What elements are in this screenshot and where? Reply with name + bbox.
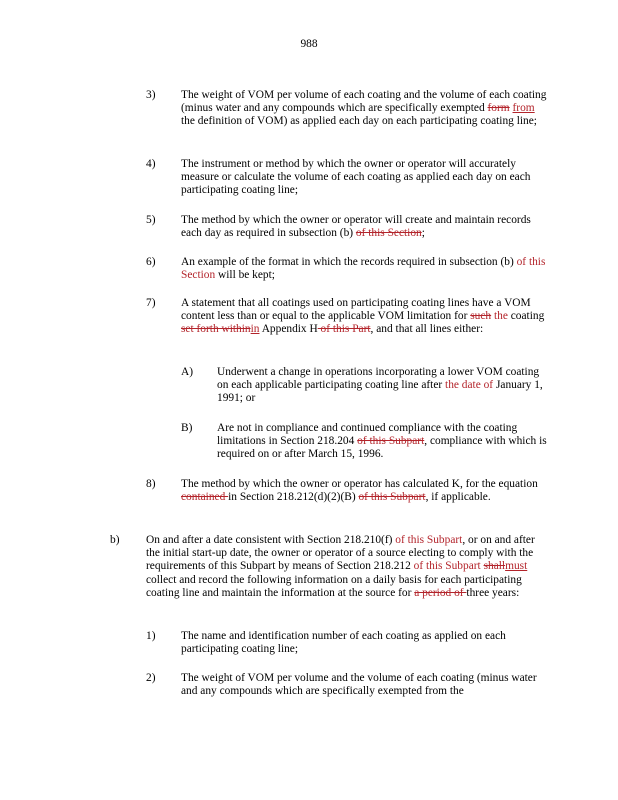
page-number: 988 <box>300 38 318 50</box>
item-label: 6) <box>146 256 156 268</box>
item-label: 4) <box>146 158 156 170</box>
inserted-text: the <box>493 310 508 323</box>
item-text: The method by which the owner or operator has calculated K, for the equation contained in Section 218.212(d)(2)(B) of this Subpart, if applicable. <box>181 478 538 504</box>
inserted-text: in <box>250 323 260 336</box>
item-text: The weight of VOM per volume and the volume of each coating (minus water and any compounds which are specifically exempted from the <box>181 672 537 698</box>
item-text: The instrument or method by which the owner or operator will accurately measure or calculate the volume of each coating as applied each day on each participating coating line; <box>181 158 531 197</box>
deleted-text: contained <box>181 491 229 504</box>
item-text: The method by which the owner or operator will create and maintain records each day as required in subsection (b) of this Section; <box>181 214 531 240</box>
deleted-text: of this Section <box>355 227 422 240</box>
deleted-text: form <box>487 102 510 115</box>
deleted-text: set forth within <box>181 323 251 336</box>
item-label: b) <box>110 534 120 546</box>
inserted-text: from <box>512 102 535 115</box>
item-label: B) <box>181 422 193 434</box>
deleted-text: shall <box>483 560 506 573</box>
deleted-text: of this Subpart <box>358 491 426 504</box>
item-text: Underwent a change in operations incorporating a lower VOM coating on each applicable participating coating line after the date of January 1, 1991; or <box>217 366 543 405</box>
item-text: On and after a date consistent with Section 218.210(f) of this Subpart, or on and after the initial start-up date, the owner or operator of a source electing to comply with the requirements of this Subpart by means of Section 218.212 of this Subpart shallmust collect and record the following information on a daily basis for each participating coating line and maintain the information at the source for a period of three years: <box>146 534 535 599</box>
item-label: 2) <box>146 672 156 684</box>
item-text: The weight of VOM per volume of each coating and the volume of each coating (minus water and any compounds which are specifically exempted form from the definition of VOM) as applied each day on each participating coating line; <box>181 89 547 128</box>
item-text: A statement that all coatings used on participating coating lines have a VOM content less than or equal to the applicable VOM limitation for such the coating set forth withinin Appendix H of this Part, and that all lines either: <box>181 297 545 336</box>
item-label: 5) <box>146 214 156 226</box>
inserted-text: must <box>505 560 528 573</box>
inserted-text: of this Subpart <box>395 534 463 546</box>
item-text: Are not in compliance and continued compliance with the coating limitations in Section 218.204 of this Subpart, compliance with which is required on or after March 15, 1996. <box>217 422 547 461</box>
item-label: 7) <box>146 297 156 309</box>
item-label: A) <box>181 366 194 378</box>
inserted-text: of this Section <box>181 256 546 282</box>
item-label: 3) <box>146 89 156 101</box>
inserted-text: the date of <box>445 379 494 392</box>
deleted-text: a period of <box>414 586 467 599</box>
deleted-text: of this Subpart <box>357 435 425 448</box>
item-text: An example of the format in which the records required in subsection (b) of this Section will be kept; <box>181 256 546 282</box>
inserted-text: of this Subpart <box>413 560 481 573</box>
item-text: The name and identification number of each coating as applied on each participating coating line; <box>181 630 506 656</box>
deleted-text: such <box>470 310 492 323</box>
deleted-text: of this Part <box>317 323 371 336</box>
item-label: 8) <box>146 478 156 490</box>
item-label: 1) <box>146 630 156 642</box>
